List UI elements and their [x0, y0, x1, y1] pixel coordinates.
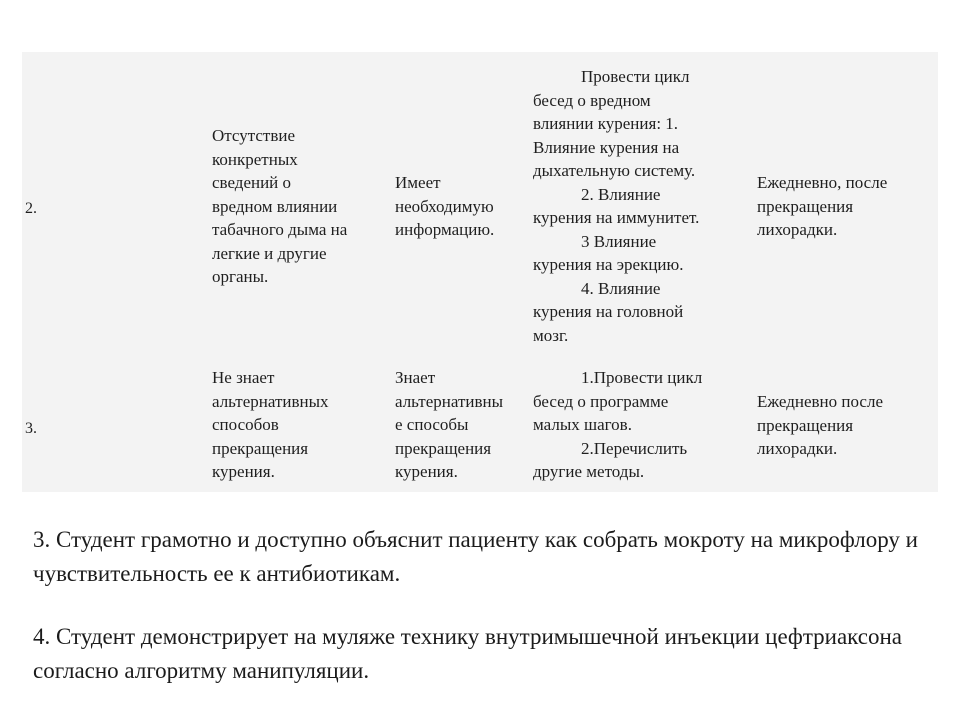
cell-line: курения на иммунитет. [533, 208, 700, 227]
cell-line: мозг. [533, 325, 569, 345]
cell-line: Отсутствие [212, 126, 296, 145]
cell-line: бесед о вредном [533, 90, 651, 110]
cell-line: Знает [395, 368, 436, 387]
cell-line: прекращения [757, 196, 854, 216]
care-plan-table [22, 52, 938, 492]
cell-line: табачного дыма на [212, 220, 348, 239]
task-paragraph-3: 3. Студент грамотно и доступно объяснит пациенту как собрать мокроту на микрофлору и чувствительность ее к антибиотикам. [33, 527, 918, 586]
cell-line: альтернативны [395, 391, 504, 411]
cell-line: сведений о [212, 173, 292, 192]
timing-cell [757, 171, 887, 242]
cell-line: курения. [212, 462, 275, 481]
cell-line: прекращения [757, 415, 854, 435]
cell-line: е способы [395, 415, 469, 434]
cell-line: прекращения [395, 438, 492, 458]
cell-line: легкие и другие [212, 243, 327, 263]
cell-line: 1.Провести цикл [581, 368, 703, 387]
cell-line: Не знает [212, 368, 275, 387]
table-row [22, 352, 938, 492]
cell-line: прекращения [212, 438, 309, 458]
cell-line: 3 Влияние [581, 231, 657, 251]
status-cell [395, 366, 503, 484]
cell-line: Имеет [395, 173, 441, 192]
actions-cell [533, 65, 699, 347]
cell-line: информацию. [395, 220, 495, 239]
cell-line: Провести цикл [581, 67, 690, 86]
timing-cell [757, 390, 883, 461]
cell-line: малых шагов. [533, 415, 632, 434]
problem-cell [212, 124, 347, 289]
cell-line: лихорадки. [757, 439, 838, 458]
cell-line: 4. Влияние [581, 278, 661, 298]
cell-line: курения. [395, 462, 458, 481]
cell-line: влиянии курения: 1. [533, 114, 679, 133]
cell-line: курения на эрекцию. [533, 255, 684, 274]
row-number: 3. [25, 420, 37, 437]
actions-cell [533, 366, 702, 484]
cell-line: 2. Влияние [581, 184, 661, 204]
row-number: 2. [25, 200, 37, 217]
cell-line: конкретных [212, 149, 298, 169]
cell-line: 2.Перечислить [581, 438, 688, 458]
table-row [22, 52, 938, 352]
status-cell [395, 171, 494, 242]
problem-cell [212, 366, 329, 484]
cell-line: дыхательную систему. [533, 161, 696, 180]
cell-line: органы. [212, 267, 269, 286]
cell-line: другие методы. [533, 462, 645, 481]
cell-line: лихорадки. [757, 220, 838, 239]
cell-line: Ежедневно после [757, 392, 883, 411]
cell-line: способов [212, 415, 279, 434]
cell-line: вредном влиянии [212, 196, 338, 216]
cell-line: Ежедневно, после [757, 173, 888, 192]
cell-line: бесед о программе [533, 391, 669, 411]
cell-line: курения на головной [533, 302, 684, 321]
cell-line: необходимую [395, 196, 494, 216]
task-paragraph-4: 4. Студент демонстрирует на муляже технику внутримышечной инъекции цефтриаксона согласно алгоритму манипуляции. [33, 624, 903, 683]
cell-line: альтернативных [212, 391, 329, 411]
cell-line: Влияние курения на [533, 137, 680, 157]
